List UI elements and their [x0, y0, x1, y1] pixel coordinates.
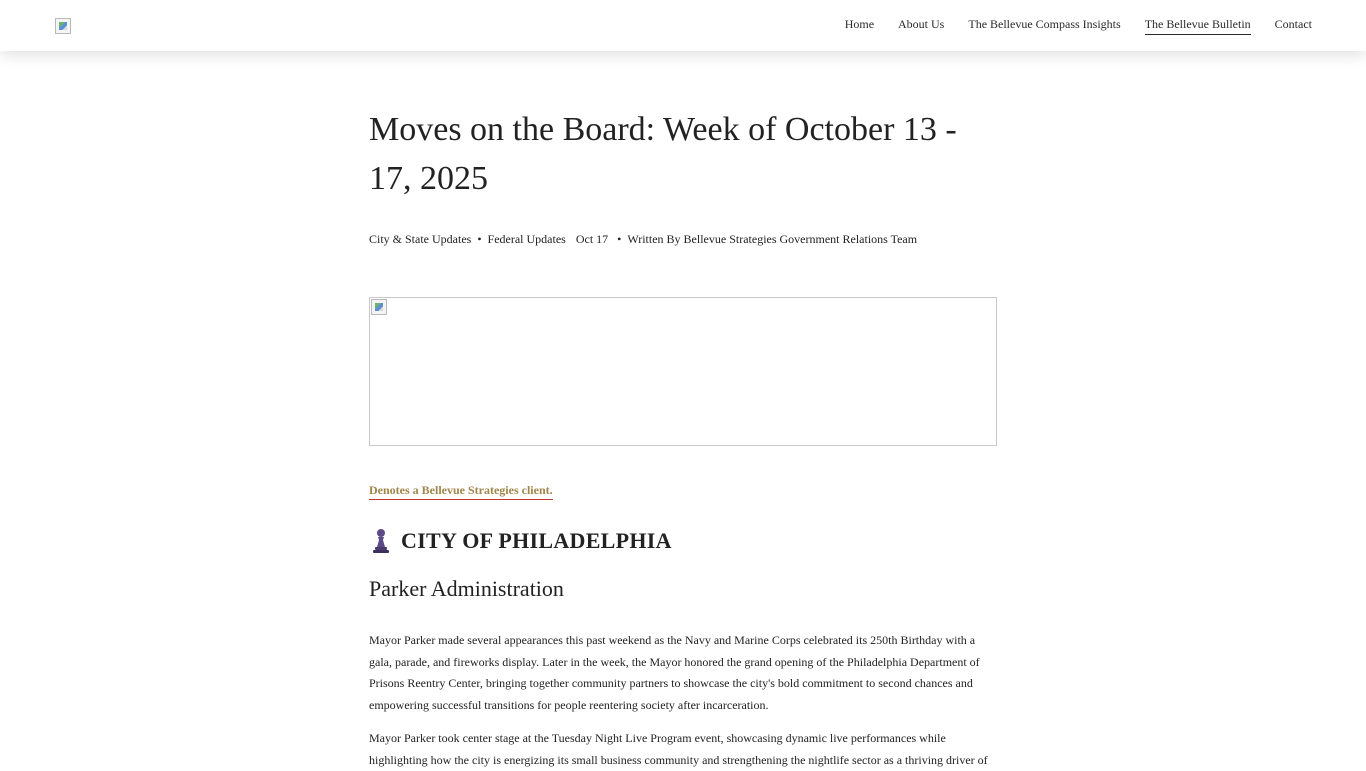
article-author: Written By Bellevue Strategies Government Relations Team	[627, 232, 918, 246]
article-title: Moves on the Board: Week of October 13 - 17, 2025	[369, 111, 957, 197]
article-paragraph: Mayor Parker made several appearances this past weekend as the Navy and Marine Corps celebrated its 250th Birthday with a gala, parade, and fireworks display. Later in the week, the Mayor honored the grand opening of the Philadelphia Department of Prisons Reentry Center, bringing together community partners to showcase the city's bold commitment to second chances and empowering successful transitions for people reentering society after incarceration.	[369, 633, 980, 712]
article-date: Oct 17	[575, 232, 609, 246]
nav-about-us[interactable]: About Us	[898, 17, 945, 31]
article-paragraph: Mayor Parker took center stage at the Tuesday Night Live Program event, showcasing dynamic live performances while highlighting how the city is energizing its small business community and strengthening the nightlife sector as a thriving driver of	[369, 731, 988, 767]
nav-home[interactable]: Home	[844, 17, 875, 31]
site-header	[0, 0, 1366, 51]
article-meta	[369, 231, 997, 247]
hero-image	[369, 297, 997, 446]
nav-bellevue-bulletin[interactable]: The Bellevue Bulletin	[1145, 17, 1251, 35]
meta-separator: •	[477, 232, 482, 246]
nav-compass-insights[interactable]: The Bellevue Compass Insights	[968, 17, 1121, 31]
section-heading	[369, 528, 997, 554]
subsection-title: Parker Administration	[369, 576, 564, 601]
category-federal-link[interactable]: Federal Updates	[487, 232, 566, 246]
chess-pawn-icon	[369, 528, 393, 554]
category-city-state-link[interactable]: City & State Updates	[369, 232, 472, 246]
meta-separator: •	[617, 232, 622, 246]
article	[369, 105, 997, 771]
nav-contact[interactable]: Contact	[1274, 17, 1312, 31]
client-note-link[interactable]: Denotes a Bellevue Strategies client.	[369, 483, 553, 500]
main-nav	[845, 17, 1312, 35]
section-title: CITY OF PHILADELPHIA	[401, 528, 672, 553]
broken-image-icon	[371, 299, 387, 315]
site-logo[interactable]	[55, 18, 71, 34]
